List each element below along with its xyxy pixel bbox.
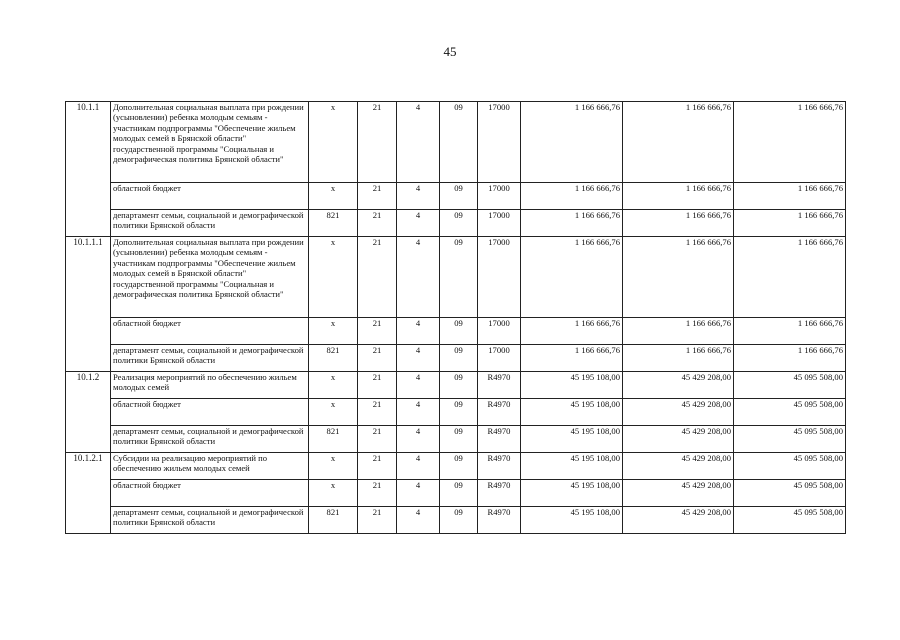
amount-year-1: 1 166 666,76	[521, 237, 623, 318]
amount-year-2: 1 166 666,76	[623, 318, 734, 345]
row-name: Субсидии на реализацию мероприятий по обеспечению жильем молодых семей	[111, 453, 309, 480]
item-code: 10.1.2.1	[66, 453, 111, 534]
subsection-code: 4	[397, 453, 440, 480]
amount-year-1: 1 166 666,76	[521, 345, 623, 372]
section-code: 21	[358, 453, 397, 480]
expense-code: R4970	[478, 399, 521, 426]
item-code: 10.1.1.1	[66, 237, 111, 372]
amount-year-3: 45 095 508,00	[734, 480, 846, 507]
amount-year-3: 1 166 666,76	[734, 183, 846, 210]
program-code: 09	[440, 183, 478, 210]
grbs-code: 821	[309, 210, 358, 237]
expense-code: 17000	[478, 345, 521, 372]
expense-code: R4970	[478, 507, 521, 534]
section-code: 21	[358, 426, 397, 453]
grbs-code: 821	[309, 507, 358, 534]
row-name: департамент семьи, социальной и демографической политики Брянской области	[111, 426, 309, 453]
amount-year-3: 45 095 508,00	[734, 507, 846, 534]
amount-year-2: 45 429 208,00	[623, 426, 734, 453]
subsection-code: 4	[397, 210, 440, 237]
row-name: областной бюджет	[111, 318, 309, 345]
program-code: 09	[440, 102, 478, 183]
section-code: 21	[358, 507, 397, 534]
row-name: департамент семьи, социальной и демографической политики Брянской области	[111, 345, 309, 372]
grbs-code: х	[309, 399, 358, 426]
section-code: 21	[358, 237, 397, 318]
expense-code: R4970	[478, 426, 521, 453]
expense-code: 17000	[478, 237, 521, 318]
table-row	[66, 507, 846, 534]
amount-year-3: 45 095 508,00	[734, 426, 846, 453]
amount-year-2: 45 429 208,00	[623, 507, 734, 534]
row-name: областной бюджет	[111, 183, 309, 210]
budget-table	[65, 101, 846, 534]
program-code: 09	[440, 210, 478, 237]
amount-year-1: 1 166 666,76	[521, 102, 623, 183]
amount-year-1: 45 195 108,00	[521, 507, 623, 534]
amount-year-2: 1 166 666,76	[623, 237, 734, 318]
amount-year-1: 45 195 108,00	[521, 480, 623, 507]
section-code: 21	[358, 210, 397, 237]
grbs-code: 821	[309, 426, 358, 453]
subsection-code: 4	[397, 237, 440, 318]
subsection-code: 4	[397, 372, 440, 399]
grbs-code: х	[309, 453, 358, 480]
amount-year-2: 45 429 208,00	[623, 453, 734, 480]
subsection-code: 4	[397, 507, 440, 534]
subsection-code: 4	[397, 102, 440, 183]
section-code: 21	[358, 102, 397, 183]
row-name: Дополнительная социальная выплата при рождении (усыновлении) ребенка молодым семьям - участникам подпрограммы "Обеспечение жильем молодых семей в Брянской области" государственной программы "Социальная и демографическая политика Брянской области"	[111, 237, 309, 318]
budget-table-body	[66, 102, 846, 534]
row-name: департамент семьи, социальной и демографической политики Брянской области	[111, 210, 309, 237]
amount-year-3: 45 095 508,00	[734, 453, 846, 480]
expense-code: 17000	[478, 318, 521, 345]
expense-code: 17000	[478, 102, 521, 183]
subsection-code: 4	[397, 399, 440, 426]
program-code: 09	[440, 372, 478, 399]
amount-year-1: 45 195 108,00	[521, 399, 623, 426]
program-code: 09	[440, 318, 478, 345]
amount-year-2: 1 166 666,76	[623, 345, 734, 372]
table-row	[66, 372, 846, 399]
page-number: 45	[443, 44, 457, 59]
table-row	[66, 237, 846, 318]
amount-year-2: 1 166 666,76	[623, 102, 734, 183]
grbs-code: х	[309, 480, 358, 507]
amount-year-2: 45 429 208,00	[623, 480, 734, 507]
table-row	[66, 453, 846, 480]
amount-year-3: 1 166 666,76	[734, 318, 846, 345]
grbs-code: х	[309, 237, 358, 318]
amount-year-2: 45 429 208,00	[623, 372, 734, 399]
program-code: 09	[440, 237, 478, 318]
expense-code: R4970	[478, 453, 521, 480]
subsection-code: 4	[397, 426, 440, 453]
table-row	[66, 318, 846, 345]
section-code: 21	[358, 480, 397, 507]
amount-year-3: 45 095 508,00	[734, 399, 846, 426]
program-code: 09	[440, 453, 478, 480]
amount-year-1: 45 195 108,00	[521, 372, 623, 399]
item-code: 10.1.2	[66, 372, 111, 453]
table-row	[66, 480, 846, 507]
item-code: 10.1.1	[66, 102, 111, 237]
subsection-code: 4	[397, 318, 440, 345]
amount-year-3: 1 166 666,76	[734, 345, 846, 372]
section-code: 21	[358, 318, 397, 345]
table-row	[66, 102, 846, 183]
grbs-code: х	[309, 318, 358, 345]
subsection-code: 4	[397, 345, 440, 372]
table-row	[66, 426, 846, 453]
subsection-code: 4	[397, 480, 440, 507]
amount-year-1: 45 195 108,00	[521, 453, 623, 480]
expense-code: 17000	[478, 183, 521, 210]
amount-year-2: 1 166 666,76	[623, 210, 734, 237]
expense-code: 17000	[478, 210, 521, 237]
row-name: департамент семьи, социальной и демографической политики Брянской области	[111, 507, 309, 534]
amount-year-2: 45 429 208,00	[623, 399, 734, 426]
amount-year-1: 1 166 666,76	[521, 318, 623, 345]
section-code: 21	[358, 183, 397, 210]
subsection-code: 4	[397, 183, 440, 210]
row-name: областной бюджет	[111, 399, 309, 426]
amount-year-3: 1 166 666,76	[734, 102, 846, 183]
table-row	[66, 183, 846, 210]
section-code: 21	[358, 345, 397, 372]
program-code: 09	[440, 480, 478, 507]
grbs-code: 821	[309, 345, 358, 372]
amount-year-3: 1 166 666,76	[734, 210, 846, 237]
amount-year-2: 1 166 666,76	[623, 183, 734, 210]
table-row	[66, 345, 846, 372]
row-name: областной бюджет	[111, 480, 309, 507]
grbs-code: х	[309, 102, 358, 183]
row-name: Реализация мероприятий по обеспечению жильем молодых семей	[111, 372, 309, 399]
row-name: Дополнительная социальная выплата при рождении (усыновлении) ребенка молодым семьям - участникам подпрограммы "Обеспечение жильем молодых семей в Брянской области" государственной программы "Социальная и демографическая политика Брянской области"	[111, 102, 309, 183]
program-code: 09	[440, 507, 478, 534]
amount-year-1: 1 166 666,76	[521, 183, 623, 210]
program-code: 09	[440, 399, 478, 426]
section-code: 21	[358, 399, 397, 426]
program-code: 09	[440, 345, 478, 372]
grbs-code: х	[309, 183, 358, 210]
table-row	[66, 210, 846, 237]
amount-year-3: 45 095 508,00	[734, 372, 846, 399]
program-code: 09	[440, 426, 478, 453]
amount-year-3: 1 166 666,76	[734, 237, 846, 318]
expense-code: R4970	[478, 480, 521, 507]
grbs-code: х	[309, 372, 358, 399]
section-code: 21	[358, 372, 397, 399]
amount-year-1: 45 195 108,00	[521, 426, 623, 453]
amount-year-1: 1 166 666,76	[521, 210, 623, 237]
table-row	[66, 399, 846, 426]
expense-code: R4970	[478, 372, 521, 399]
